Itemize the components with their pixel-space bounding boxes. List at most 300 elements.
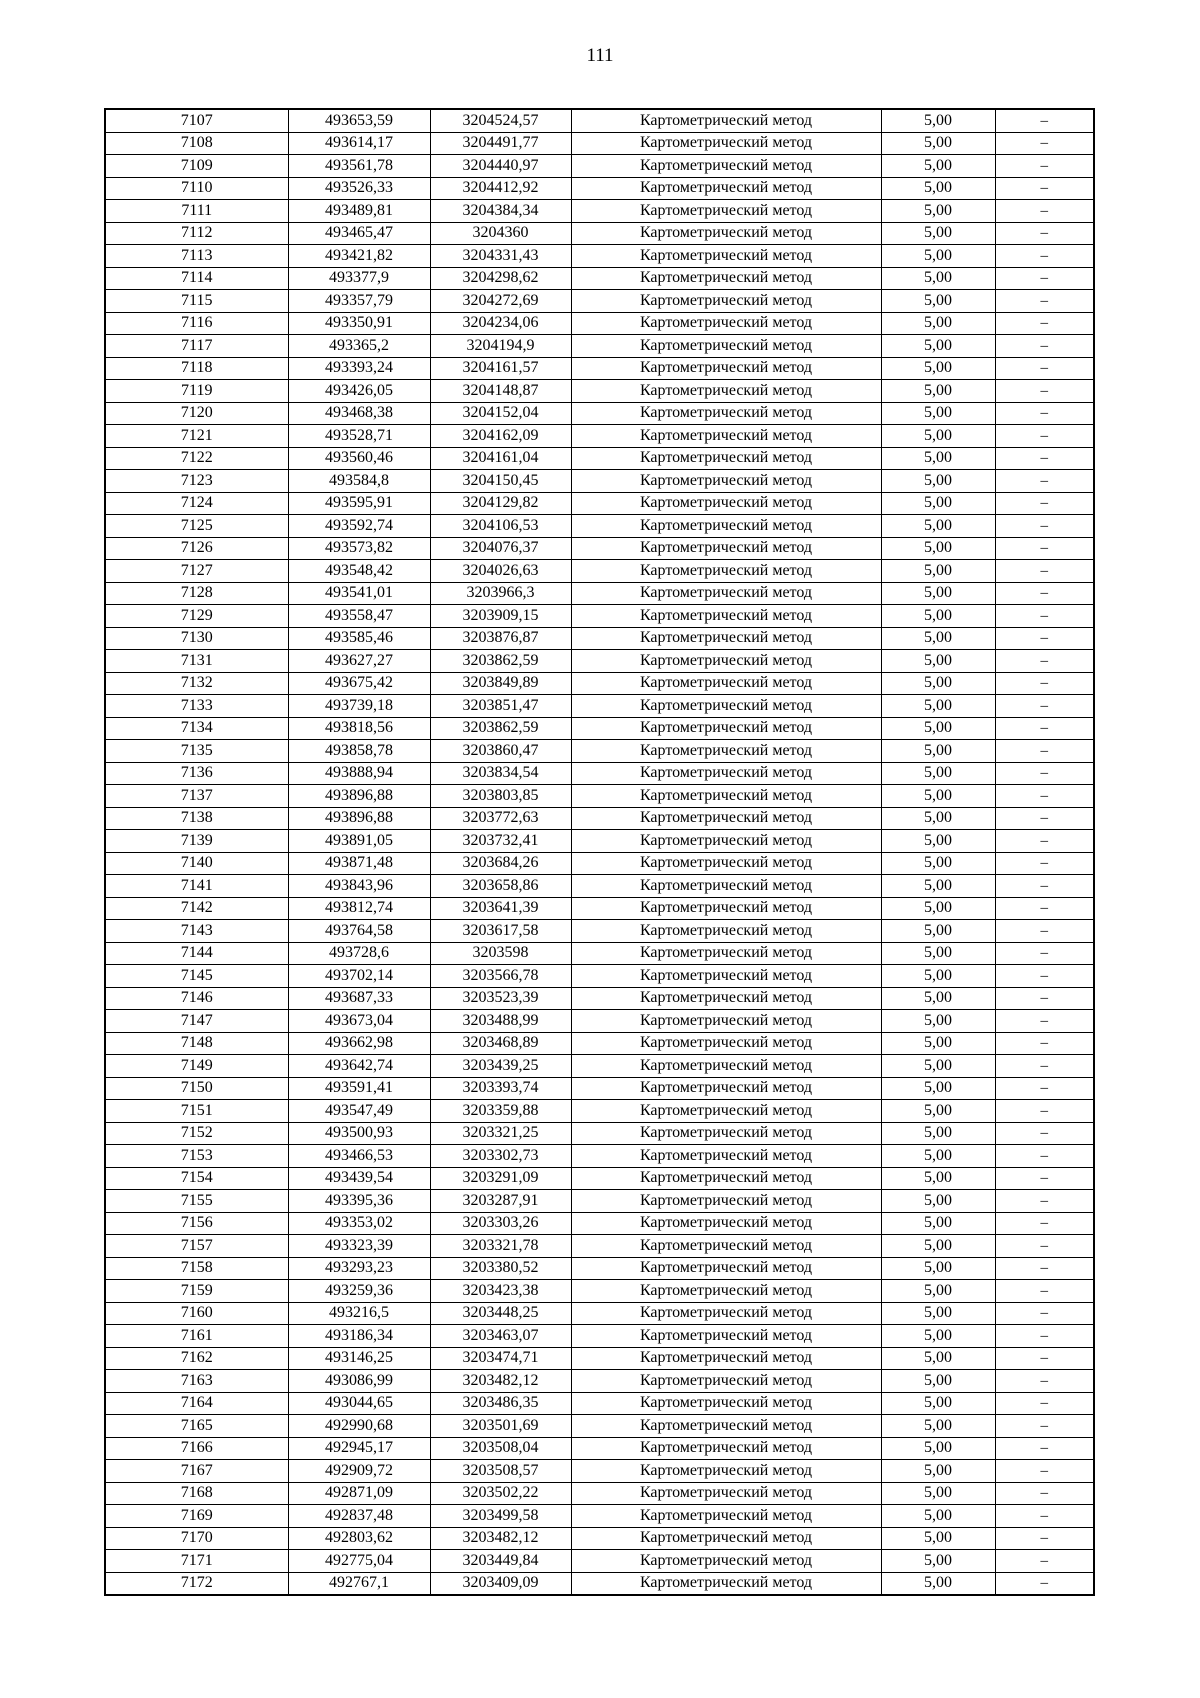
method-cell: Картометрический метод [571,1055,881,1078]
dash-cell: – [995,132,1094,155]
point-number-cell: 7142 [105,897,288,920]
method-cell: Картометрический метод [571,920,881,943]
x-coordinate-cell: 493642,74 [288,1055,430,1078]
accuracy-cell: 5,00 [881,1122,995,1145]
dash-cell: – [995,740,1094,763]
x-coordinate-cell: 493350,91 [288,312,430,335]
table-row [105,132,1094,155]
accuracy-cell: 5,00 [881,425,995,448]
method-cell: Картометрический метод [571,470,881,493]
point-number-cell: 7114 [105,267,288,290]
x-coordinate-cell: 492990,68 [288,1415,430,1438]
y-coordinate-cell: 3203598 [430,942,571,965]
table-row [105,1370,1094,1393]
accuracy-cell: 5,00 [881,1370,995,1393]
x-coordinate-cell: 493548,42 [288,560,430,583]
accuracy-cell: 5,00 [881,1460,995,1483]
x-coordinate-cell: 492803,62 [288,1527,430,1550]
dash-cell: – [995,447,1094,470]
accuracy-cell: 5,00 [881,1167,995,1190]
x-coordinate-cell: 493558,47 [288,605,430,628]
y-coordinate-cell: 3203732,41 [430,830,571,853]
x-coordinate-cell: 493728,6 [288,942,430,965]
table-row [105,965,1094,988]
table-row [105,987,1094,1010]
accuracy-cell: 5,00 [881,627,995,650]
point-number-cell: 7163 [105,1370,288,1393]
x-coordinate-cell: 493843,96 [288,875,430,898]
table-row [105,290,1094,313]
table-row [105,1392,1094,1415]
y-coordinate-cell: 3203486,35 [430,1392,571,1415]
accuracy-cell: 5,00 [881,447,995,470]
point-number-cell: 7166 [105,1437,288,1460]
method-cell: Картометрический метод [571,492,881,515]
method-cell: Картометрический метод [571,695,881,718]
method-cell: Картометрический метод [571,650,881,673]
point-number-cell: 7150 [105,1077,288,1100]
y-coordinate-cell: 3204150,45 [430,470,571,493]
dash-cell: – [995,1122,1094,1145]
table-row [105,267,1094,290]
table-row [105,402,1094,425]
table-row [105,1302,1094,1325]
table-row [105,245,1094,268]
y-coordinate-cell: 3203303,26 [430,1212,571,1235]
table-row [105,1572,1094,1595]
x-coordinate-cell: 493595,91 [288,492,430,515]
y-coordinate-cell: 3203488,99 [430,1010,571,1033]
table-row [105,830,1094,853]
dash-cell: – [995,380,1094,403]
y-coordinate-cell: 3204194,9 [430,335,571,358]
method-cell: Картометрический метод [571,1392,881,1415]
point-number-cell: 7152 [105,1122,288,1145]
accuracy-cell: 5,00 [881,515,995,538]
point-number-cell: 7171 [105,1550,288,1573]
y-coordinate-cell: 3203909,15 [430,605,571,628]
x-coordinate-cell: 493592,74 [288,515,430,538]
point-number-cell: 7109 [105,155,288,178]
method-cell: Картометрический метод [571,1100,881,1123]
x-coordinate-cell: 493216,5 [288,1302,430,1325]
method-cell: Картометрический метод [571,200,881,223]
x-coordinate-cell: 493365,2 [288,335,430,358]
dash-cell: – [995,920,1094,943]
table-body [105,109,1094,1595]
point-number-cell: 7143 [105,920,288,943]
point-number-cell: 7120 [105,402,288,425]
dash-cell: – [995,1347,1094,1370]
point-number-cell: 7122 [105,447,288,470]
point-number-cell: 7111 [105,200,288,223]
accuracy-cell: 5,00 [881,402,995,425]
dash-cell: – [995,1325,1094,1348]
y-coordinate-cell: 3203482,12 [430,1527,571,1550]
table-row [105,425,1094,448]
accuracy-cell: 5,00 [881,335,995,358]
point-number-cell: 7113 [105,245,288,268]
method-cell: Картометрический метод [571,109,881,132]
dash-cell: – [995,717,1094,740]
table-row [105,1145,1094,1168]
method-cell: Картометрический метод [571,672,881,695]
x-coordinate-cell: 493591,41 [288,1077,430,1100]
table-row [105,920,1094,943]
accuracy-cell: 5,00 [881,200,995,223]
method-cell: Картометрический метод [571,1437,881,1460]
table-row [105,447,1094,470]
y-coordinate-cell: 3203508,57 [430,1460,571,1483]
method-cell: Картометрический метод [571,1505,881,1528]
accuracy-cell: 5,00 [881,312,995,335]
dash-cell: – [995,1482,1094,1505]
accuracy-cell: 5,00 [881,762,995,785]
table-row [105,1167,1094,1190]
accuracy-cell: 5,00 [881,785,995,808]
x-coordinate-cell: 493812,74 [288,897,430,920]
method-cell: Картометрический метод [571,1235,881,1258]
dash-cell: – [995,875,1094,898]
x-coordinate-cell: 493818,56 [288,717,430,740]
table-row [105,1325,1094,1348]
x-coordinate-cell: 493353,02 [288,1212,430,1235]
y-coordinate-cell: 3203439,25 [430,1055,571,1078]
y-coordinate-cell: 3203803,85 [430,785,571,808]
method-cell: Картометрический метод [571,1550,881,1573]
dash-cell: – [995,109,1094,132]
accuracy-cell: 5,00 [881,267,995,290]
method-cell: Картометрический метод [571,762,881,785]
table-row [105,785,1094,808]
point-number-cell: 7121 [105,425,288,448]
method-cell: Картометрический метод [571,177,881,200]
y-coordinate-cell: 3203876,87 [430,627,571,650]
dash-cell: – [995,1370,1094,1393]
table-row [105,1347,1094,1370]
x-coordinate-cell: 493614,17 [288,132,430,155]
point-number-cell: 7130 [105,627,288,650]
point-number-cell: 7158 [105,1257,288,1280]
x-coordinate-cell: 492775,04 [288,1550,430,1573]
table-row [105,312,1094,335]
dash-cell: – [995,785,1094,808]
accuracy-cell: 5,00 [881,650,995,673]
y-coordinate-cell: 3203851,47 [430,695,571,718]
point-number-cell: 7118 [105,357,288,380]
table-row [105,1055,1094,1078]
x-coordinate-cell: 493357,79 [288,290,430,313]
x-coordinate-cell: 493086,99 [288,1370,430,1393]
point-number-cell: 7129 [105,605,288,628]
y-coordinate-cell: 3203449,84 [430,1550,571,1573]
accuracy-cell: 5,00 [881,672,995,695]
dash-cell: – [995,1190,1094,1213]
y-coordinate-cell: 3204440,97 [430,155,571,178]
accuracy-cell: 5,00 [881,875,995,898]
dash-cell: – [995,807,1094,830]
x-coordinate-cell: 493426,05 [288,380,430,403]
point-number-cell: 7159 [105,1280,288,1303]
x-coordinate-cell: 493561,78 [288,155,430,178]
point-number-cell: 7107 [105,109,288,132]
accuracy-cell: 5,00 [881,109,995,132]
y-coordinate-cell: 3203321,25 [430,1122,571,1145]
dash-cell: – [995,695,1094,718]
x-coordinate-cell: 493526,33 [288,177,430,200]
dash-cell: – [995,1505,1094,1528]
accuracy-cell: 5,00 [881,1482,995,1505]
y-coordinate-cell: 3204161,04 [430,447,571,470]
method-cell: Картометрический метод [571,785,881,808]
method-cell: Картометрический метод [571,402,881,425]
table-row [105,1415,1094,1438]
method-cell: Картометрический метод [571,1482,881,1505]
x-coordinate-cell: 493871,48 [288,852,430,875]
x-coordinate-cell: 492945,17 [288,1437,430,1460]
y-coordinate-cell: 3204298,62 [430,267,571,290]
method-cell: Картометрический метод [571,1347,881,1370]
y-coordinate-cell: 3203566,78 [430,965,571,988]
accuracy-cell: 5,00 [881,740,995,763]
accuracy-cell: 5,00 [881,1280,995,1303]
table-row [105,200,1094,223]
point-number-cell: 7126 [105,537,288,560]
accuracy-cell: 5,00 [881,560,995,583]
method-cell: Картометрический метод [571,290,881,313]
y-coordinate-cell: 3203966,3 [430,582,571,605]
dash-cell: – [995,537,1094,560]
table-row [105,1010,1094,1033]
accuracy-cell: 5,00 [881,537,995,560]
dash-cell: – [995,267,1094,290]
dash-cell: – [995,852,1094,875]
point-number-cell: 7170 [105,1527,288,1550]
point-number-cell: 7134 [105,717,288,740]
table-row [105,1505,1094,1528]
accuracy-cell: 5,00 [881,1415,995,1438]
x-coordinate-cell: 493466,53 [288,1145,430,1168]
point-number-cell: 7157 [105,1235,288,1258]
dash-cell: – [995,1055,1094,1078]
x-coordinate-cell: 493186,34 [288,1325,430,1348]
table-row [105,537,1094,560]
method-cell: Картометрический метод [571,1302,881,1325]
x-coordinate-cell: 493687,33 [288,987,430,1010]
accuracy-cell: 5,00 [881,177,995,200]
page-number: 111 [586,45,614,66]
y-coordinate-cell: 3204272,69 [430,290,571,313]
point-number-cell: 7144 [105,942,288,965]
point-number-cell: 7145 [105,965,288,988]
accuracy-cell: 5,00 [881,132,995,155]
table-row [105,1235,1094,1258]
table-row [105,1460,1094,1483]
point-number-cell: 7124 [105,492,288,515]
method-cell: Картометрический метод [571,1527,881,1550]
x-coordinate-cell: 492871,09 [288,1482,430,1505]
table-row [105,762,1094,785]
method-cell: Картометрический метод [571,1122,881,1145]
dash-cell: – [995,650,1094,673]
dash-cell: – [995,1527,1094,1550]
point-number-cell: 7108 [105,132,288,155]
table-row [105,650,1094,673]
point-number-cell: 7123 [105,470,288,493]
point-number-cell: 7115 [105,290,288,313]
table-row [105,605,1094,628]
accuracy-cell: 5,00 [881,1302,995,1325]
y-coordinate-cell: 3204524,57 [430,109,571,132]
y-coordinate-cell: 3204331,43 [430,245,571,268]
y-coordinate-cell: 3204152,04 [430,402,571,425]
method-cell: Картометрический метод [571,875,881,898]
point-number-cell: 7140 [105,852,288,875]
table-row [105,1280,1094,1303]
table-row [105,1212,1094,1235]
dash-cell: – [995,335,1094,358]
y-coordinate-cell: 3203482,12 [430,1370,571,1393]
accuracy-cell: 5,00 [881,695,995,718]
method-cell: Картометрический метод [571,852,881,875]
dash-cell: – [995,1550,1094,1573]
dash-cell: – [995,560,1094,583]
x-coordinate-cell: 493468,38 [288,402,430,425]
dash-cell: – [995,1100,1094,1123]
accuracy-cell: 5,00 [881,1527,995,1550]
method-cell: Картометрический метод [571,965,881,988]
x-coordinate-cell: 493888,94 [288,762,430,785]
dash-cell: – [995,1572,1094,1595]
method-cell: Картометрический метод [571,357,881,380]
y-coordinate-cell: 3203834,54 [430,762,571,785]
y-coordinate-cell: 3203860,47 [430,740,571,763]
y-coordinate-cell: 3203772,63 [430,807,571,830]
x-coordinate-cell: 493891,05 [288,830,430,853]
accuracy-cell: 5,00 [881,1100,995,1123]
point-number-cell: 7128 [105,582,288,605]
table-row [105,942,1094,965]
accuracy-cell: 5,00 [881,1032,995,1055]
y-coordinate-cell: 3203474,71 [430,1347,571,1370]
y-coordinate-cell: 3203302,73 [430,1145,571,1168]
x-coordinate-cell: 493764,58 [288,920,430,943]
point-number-cell: 7110 [105,177,288,200]
method-cell: Картометрический метод [571,942,881,965]
table-row [105,1550,1094,1573]
x-coordinate-cell: 493662,98 [288,1032,430,1055]
x-coordinate-cell: 493627,27 [288,650,430,673]
table-row [105,1257,1094,1280]
accuracy-cell: 5,00 [881,1235,995,1258]
method-cell: Картометрический метод [571,222,881,245]
method-cell: Картометрический метод [571,447,881,470]
y-coordinate-cell: 3203849,89 [430,672,571,695]
table-row [105,1077,1094,1100]
dash-cell: – [995,200,1094,223]
y-coordinate-cell: 3203658,86 [430,875,571,898]
accuracy-cell: 5,00 [881,155,995,178]
y-coordinate-cell: 3203448,25 [430,1302,571,1325]
accuracy-cell: 5,00 [881,1505,995,1528]
x-coordinate-cell: 493489,81 [288,200,430,223]
dash-cell: – [995,582,1094,605]
table-row [105,1100,1094,1123]
y-coordinate-cell: 3203291,09 [430,1167,571,1190]
y-coordinate-cell: 3204491,77 [430,132,571,155]
y-coordinate-cell: 3203423,38 [430,1280,571,1303]
y-coordinate-cell: 3203499,58 [430,1505,571,1528]
method-cell: Картометрический метод [571,560,881,583]
point-number-cell: 7112 [105,222,288,245]
y-coordinate-cell: 3203287,91 [430,1190,571,1213]
table-row [105,807,1094,830]
table-row [105,1527,1094,1550]
accuracy-cell: 5,00 [881,1077,995,1100]
dash-cell: – [995,672,1094,695]
accuracy-cell: 5,00 [881,222,995,245]
point-number-cell: 7146 [105,987,288,1010]
dash-cell: – [995,1212,1094,1235]
table-row [105,155,1094,178]
point-number-cell: 7164 [105,1392,288,1415]
dash-cell: – [995,1302,1094,1325]
table-row [105,717,1094,740]
method-cell: Картометрический метод [571,245,881,268]
method-cell: Картометрический метод [571,1145,881,1168]
dash-cell: – [995,492,1094,515]
x-coordinate-cell: 492767,1 [288,1572,430,1595]
dash-cell: – [995,942,1094,965]
x-coordinate-cell: 493858,78 [288,740,430,763]
y-coordinate-cell: 3203862,59 [430,717,571,740]
dash-cell: – [995,987,1094,1010]
x-coordinate-cell: 493421,82 [288,245,430,268]
point-number-cell: 7172 [105,1572,288,1595]
point-number-cell: 7148 [105,1032,288,1055]
dash-cell: – [995,1437,1094,1460]
dash-cell: – [995,1460,1094,1483]
x-coordinate-cell: 493541,01 [288,582,430,605]
x-coordinate-cell: 493675,42 [288,672,430,695]
method-cell: Картометрический метод [571,335,881,358]
x-coordinate-cell: 493439,54 [288,1167,430,1190]
x-coordinate-cell: 493673,04 [288,1010,430,1033]
y-coordinate-cell: 3203380,52 [430,1257,571,1280]
table-row [105,1122,1094,1145]
table-row [105,740,1094,763]
table-row [105,222,1094,245]
table-row [105,109,1094,132]
table-row [105,335,1094,358]
dash-cell: – [995,155,1094,178]
y-coordinate-cell: 3203617,58 [430,920,571,943]
accuracy-cell: 5,00 [881,245,995,268]
y-coordinate-cell: 3203359,88 [430,1100,571,1123]
table-row [105,875,1094,898]
dash-cell: – [995,222,1094,245]
x-coordinate-cell: 493323,39 [288,1235,430,1258]
point-number-cell: 7116 [105,312,288,335]
y-coordinate-cell: 3203641,39 [430,897,571,920]
method-cell: Картометрический метод [571,897,881,920]
method-cell: Картометрический метод [571,515,881,538]
dash-cell: – [995,1235,1094,1258]
table-row [105,1482,1094,1505]
y-coordinate-cell: 3204148,87 [430,380,571,403]
table-row [105,1190,1094,1213]
table-row [105,695,1094,718]
